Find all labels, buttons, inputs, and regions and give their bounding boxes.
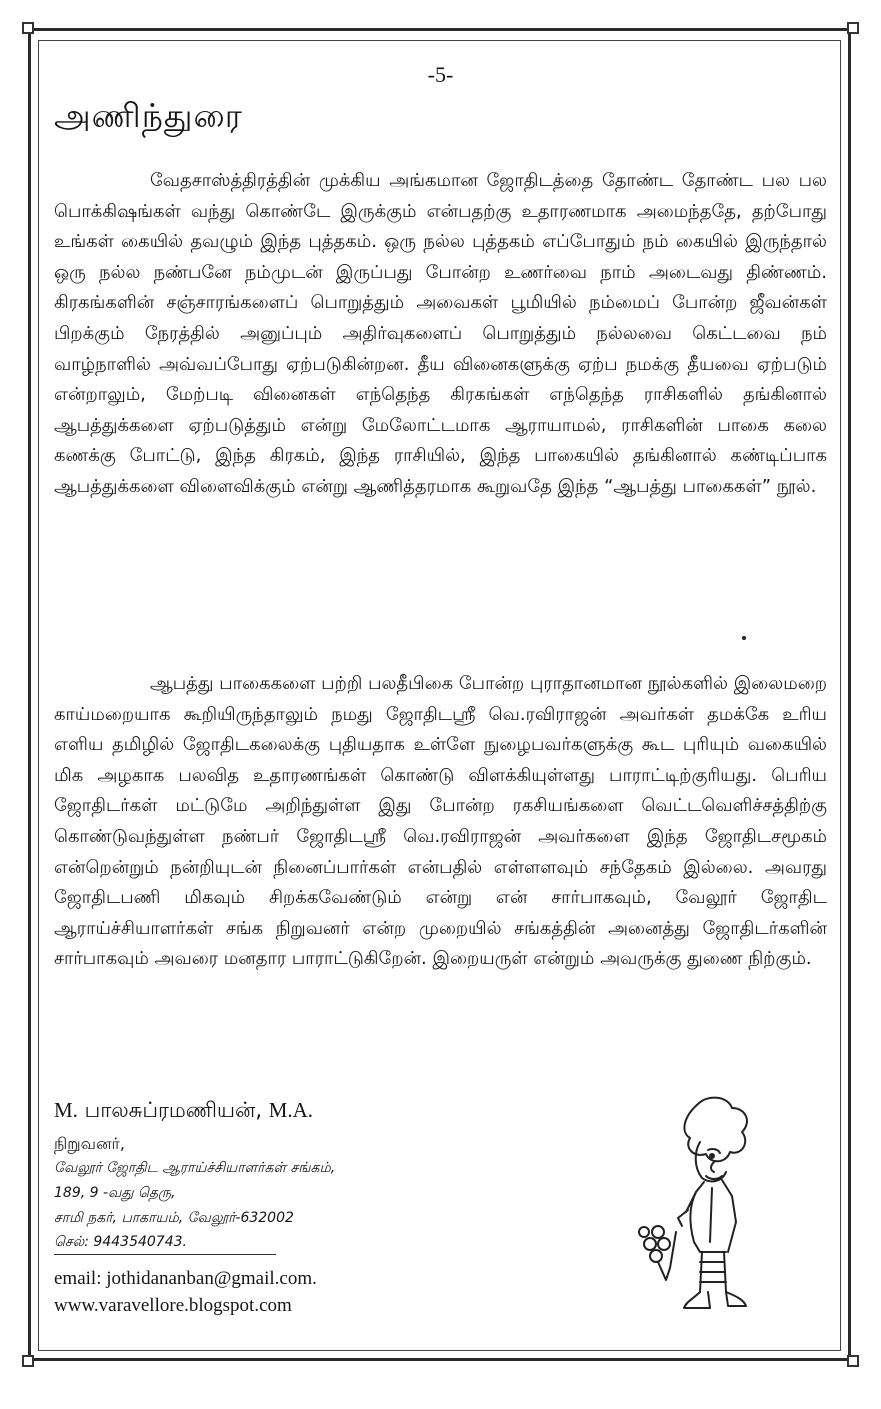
address-line: 189, 9 -வது தெரு, (54, 1185, 176, 1201)
signature-title: நிறுவனர், (54, 1134, 125, 1153)
ink-speck (742, 636, 746, 640)
corner-ornament (22, 1355, 34, 1367)
signature-initial: M. (54, 1098, 78, 1122)
corner-ornament (22, 22, 34, 34)
signature-degree: M.A. (268, 1098, 314, 1122)
website-text: www.varavellore.blogspot.com (54, 1295, 292, 1316)
address-line: சாமி நகர், பாகாயம், வேலூர்-632002 (54, 1210, 294, 1226)
corner-ornament (847, 1355, 859, 1367)
signature-name (54, 1098, 313, 1125)
cartoon-figure-illustration (628, 1092, 758, 1322)
body-paragraph: ஆபத்து பாகைகளை பற்றி பலதீபிகை போன்ற புராதானமான நூல்களில் இலைமறை காய்மறையாக கூறியிருந்தாலும் நமது ஜோதிடஸ்ரீ வெ.ரவிராஜன் அவர்கள் தமக்கே உரிய எளிய தமிழில் ஜோதிடகலைக்கு புதியதாக உள்ளே நுழைபவர்களுக்கு கூட புரியும் வகையில் மிக அழகாக பலவித உதாரணங்கள் கொண்டு விளக்கியுள்ளது பாராட்டிற்குரியது. பெரிய ஜோதிடர்கள் மட்டுமே அறிந்துள்ள இது போன்ற ரகசியங்களை வெட்டவெளிச்சத்திற்கு கொண்டுவந்துள்ள நண்பர் ஜோதிடஸ்ரீ வெ.ரவிராஜன் அவர்களை இந்த ஜோதிடசமூகம் என்றென்றும் நன்றியுடன் நினைப்பார்கள் என்பதில் எள்ளளவும் சந்தேகம் இல்லை. அவரது ஜோதிடபணி மிகவும் சிறக்கவேண்டும் என்று என் சார்பாகவும், வேலூர் ஜோதிட ஆராய்ச்சியாளர்கள் சங்க நிறுவனர் என்ற முறையில் சங்கத்தின் அனைத்து ஜோதிடர்களின் சார்பாகவும் அவரை மனதார பாராட்டுகிறேன். இறையருள் என்றும் அவருக்கு துணை நிற்கும். (54, 673, 827, 970)
signature-fullname: பாலசுப்ரமணியன், (84, 1098, 263, 1122)
phone-line: செல்: 9443540743. (54, 1234, 187, 1250)
body-paragraph: வேதசாஸ்த்திரத்தின் முக்கிய அங்கமான ஜோதிடத்தை தோண்ட தோண்ட பல பல பொக்கிஷங்கள் வந்து கொண்டே இருக்கும் என்பதற்கு உதாரணமாக அமைந்ததே, தற்போது உங்கள் கையில் தவழும் இந்த புத்தகம். ஒரு நல்ல புத்தகம் எப்போதும் நம் கையில் இருந்தால் ஒரு நல்ல நண்பனே நம்முடன் இருப்பது போன்ற உணர்வை நாம் அடைவது திண்ணம். கிரகங்களின் சஞ்சாரங்களைப் பொறுத்தும் அவைகள் பூமியில் நம்மைப் போன்ற ஜீவன்கள் பிறக்கும் நேரத்தில் அனுப்பும் அதிர்வுகளைப் பொறுத்தும் நல்லவை கெட்டவை நம் வாழ்நாளில் அவ்வப்போது ஏற்படுகின்றன. தீய வினைகளுக்கு ஏற்ப நமக்கு தீயவை ஏற்படும் என்றாலும், மேற்படி வினைகள் எந்தெந்த கிரகங்கள் எந்தெந்த ராசிகளில் தங்கினால் ஆபத்துக்களை ஏற்படுத்தும் என்று மேலோட்டமாக ஆராயாமல், ராசிகளின் பாகை கலை கணக்கு போட்டு, இந்த கிரகம், இந்த ராசியில், இந்த பாகையில் தங்கினால் கண்டிப்பாக ஆபத்துக்களை விளைவிக்கும் என்று ஆணித்தரமாக கூறுவதே இந்த “ஆபத்து பாகைகள்” நூல். (54, 170, 828, 497)
email-text: email: jothidananban@gmail.com. (54, 1268, 317, 1289)
page-title: அணிந்துரை (54, 96, 243, 135)
divider (54, 1254, 276, 1255)
page-number: -5- (427, 62, 454, 87)
address-line: வேலூர் ஜோதிட ஆராய்ச்சியாளர்கள் சங்கம், (54, 1160, 336, 1176)
corner-ornament (847, 22, 859, 34)
